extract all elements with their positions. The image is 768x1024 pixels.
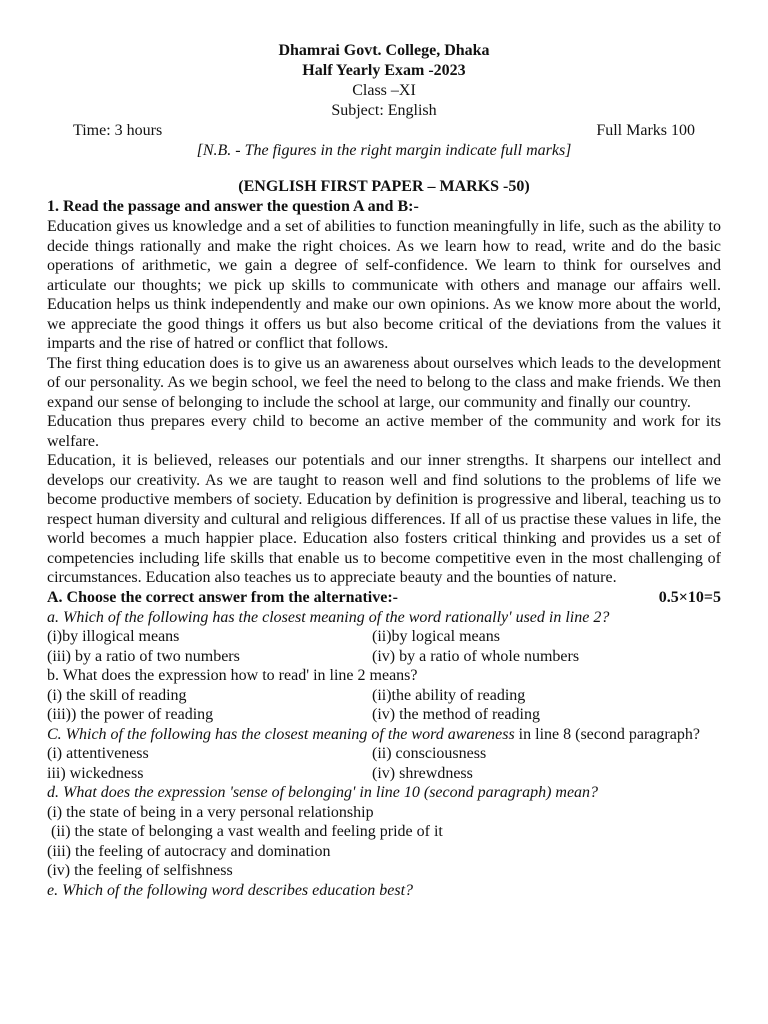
part-a-title: A. Choose the correct answer from the alternative:-	[47, 588, 399, 606]
nb-note: [N.B. - The figures in the right margin indicate full marks]	[196, 142, 572, 159]
options-row	[47, 686, 721, 706]
options-row	[47, 705, 721, 725]
college-name: Dhamrai Govt. College, Dhaka	[278, 42, 490, 59]
option: (ii)by logical means	[372, 628, 500, 645]
question-1-title: 1. Read the passage and answer the question A and B:-	[47, 198, 419, 215]
section-title: (ENGLISH FIRST PAPER – MARKS -50)	[238, 178, 530, 195]
passage-paragraph: The first thing education does is to give us an awareness about ourselves which leads to the development of our personality. As we begin school, we feel the need to belong to the class and make friends. We then expand our sense of belonging to include the school at large, our community and finally our country.	[47, 354, 721, 411]
option: (i) the state of being in a very personal relationship	[47, 803, 374, 821]
question-e: e. Which of the following word describes education best?	[47, 881, 414, 899]
question-b: b. What does the expression how to read' in line 2 means?	[47, 667, 418, 684]
part-a-header	[47, 588, 721, 608]
class-label: Class –XI	[352, 82, 416, 99]
passage-paragraph: Education thus prepares every child to become an active member of the community and work for its welfare.	[47, 413, 721, 450]
option: (i) the skill of reading	[47, 686, 187, 704]
option: (ii)the ability of reading	[372, 686, 526, 704]
question-c	[47, 725, 721, 745]
passage-paragraph: Education gives us knowledge and a set of abilities to function meaningfully in life, such as the ability to decide things rationally and make the right choices. As we learn how to read, write and do the basic operations of arithmetic, we gain a degree of self-confidence. We learn to think for ourselves and articulate our thoughts; we pick up skills to communicate with others and manage our affairs well. Education helps us think independently and make our own opinions. As we know more about the world, we appreciate the good things it offers us but also become critical of the deviations from the values it imparts and the rise of hatred or conflict that follows.	[47, 218, 721, 352]
time-label: Time: 3 hours	[73, 122, 163, 139]
question-c-italic: C. Which of the following has the closest meaning of the word awareness	[47, 725, 515, 743]
question-a: a. Which of the following has the closest meaning of the word rationally' used in line 2?	[47, 608, 610, 626]
options-row	[47, 744, 721, 764]
full-marks-label: Full Marks 100	[596, 122, 695, 139]
option: (iv) the method of reading	[372, 706, 540, 723]
passage-paragraph: Education, it is believed, releases our potentials and our inner strengths. It sharpens our intellect and develops our creativity. As we are taught to reason well and find solutions to the problems of life we become productive members of society. Education by definition is progressive and liberal, teaching us to respect human diversity and cultural and religious differences. If all of us practise these values in life, the world becomes a much happier place. Education also fosters critical thinking and provides us a set of competencies including life skills that enable us to become competitive even in the most challenging of circumstances. Education also teaches us to appreciate beauty and the bounties of nature.	[47, 452, 721, 586]
option: (iii) the feeling of autocracy and domination	[47, 842, 331, 860]
question-c-rest: in line 8 (second paragraph?	[514, 725, 700, 743]
option: (iv) by a ratio of whole numbers	[372, 647, 580, 665]
options-row	[47, 764, 721, 784]
part-a-marks: 0.5×10=5	[658, 588, 721, 606]
option: iii) wickedness	[47, 764, 144, 782]
subject-label: Subject: English	[331, 102, 437, 119]
question-d: d. What does the expression 'sense of belonging' in line 10 (second paragraph) mean?	[47, 784, 599, 801]
options-row	[47, 627, 721, 647]
option: (ii) the state of belonging a vast wealth and feeling pride of it	[47, 823, 443, 840]
option: (iii)) the power of reading	[47, 706, 214, 723]
option: (i)by illogical means	[47, 628, 180, 645]
option: (i) attentiveness	[47, 745, 149, 762]
exam-title: Half Yearly Exam -2023	[302, 62, 466, 79]
option: (iii) by a ratio of two numbers	[47, 647, 240, 665]
option: (iv) shrewdness	[372, 764, 473, 782]
option: (iv) the feeling of selfishness	[47, 862, 233, 879]
time-marks-row	[47, 121, 721, 141]
options-row	[47, 647, 721, 667]
option: (ii) consciousness	[372, 745, 487, 762]
